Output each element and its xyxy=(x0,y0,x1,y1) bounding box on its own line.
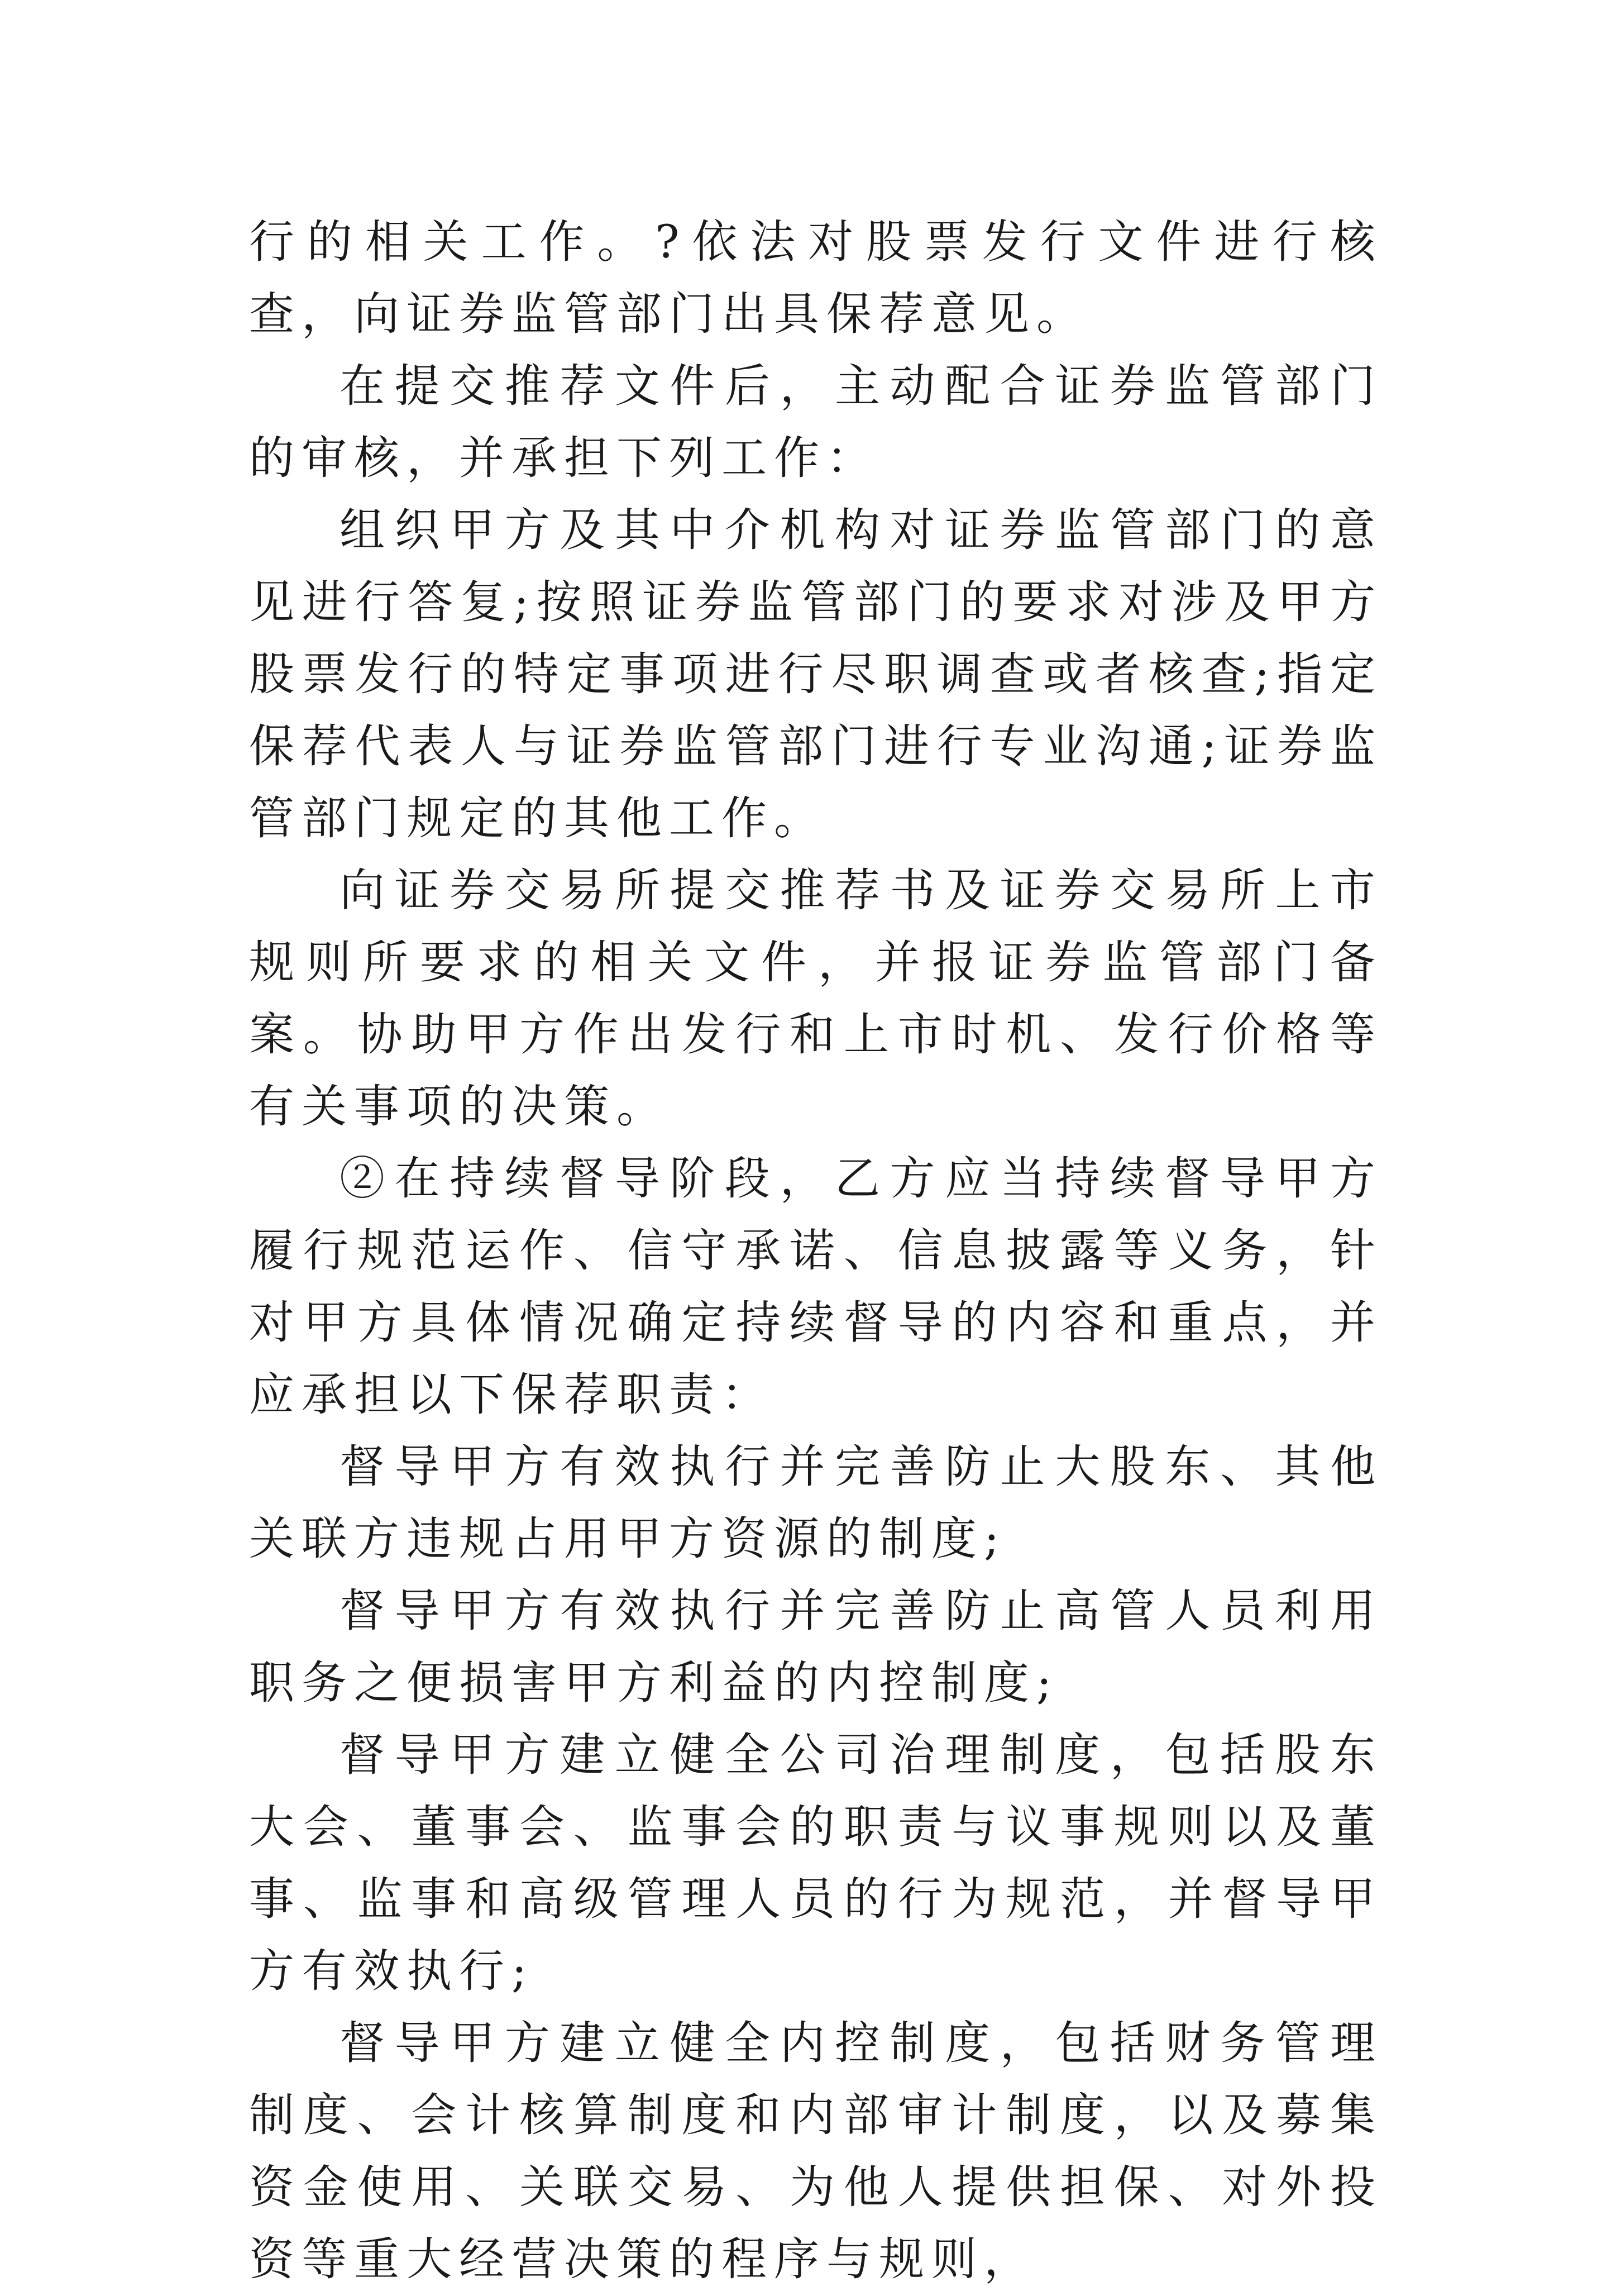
paragraph-governance: 督导甲方建立健全公司治理制度，包括股东大会、董事会、监事会的职责与议事规则以及董事、监事和高级管理人员的行为规范，并督导甲方有效执行; xyxy=(249,1729,1383,1998)
paragraph-submission-duties: 在提交推荐文件后，主动配合证券监管部门的审核，并承担下列工作： xyxy=(249,360,1383,485)
paragraph-exchange-filing: 向证券交易所提交推荐书及证券交易所上市规则所要求的相关文件，并报证券监管部门备案。协助甲方作出发行和上市时机、发行价格等有关事项的决策。 xyxy=(249,865,1383,1133)
paragraph-continuous-supervision: ②在持续督导阶段，乙方应当持续督导甲方履行规范运作、信守承诺、信息披露等义务，针对甲方具体情况确定持续督导的内容和重点，并应承担以下保荐职责： xyxy=(249,1153,1383,1421)
paragraph-review-tasks: 组织甲方及其中介机构对证券监管部门的意见进行答复;按照证券监管部门的要求对涉及甲方股票发行的特定事项进行尽职调查或者核查;指定保荐代表人与证券监管部门进行专业沟通;证券监管部门规定的其他工作。 xyxy=(249,504,1383,845)
paragraph-continuation: 行的相关工作。?依法对股票发行文件进行核查，向证券监管部门出具保荐意见。 xyxy=(249,216,1383,341)
paragraph-internal-control: 督导甲方有效执行并完善防止高管人员利用职务之便损害甲方利益的内控制度; xyxy=(249,1585,1383,1710)
document-body xyxy=(249,207,1383,2296)
paragraph-shareholder-resources: 督导甲方有效执行并完善防止大股东、其他关联方违规占用甲方资源的制度; xyxy=(249,1441,1383,1565)
paragraph-internal-control-system: 督导甲方建立健全内控制度，包括财务管理制度、会计核算制度和内部审计制度，以及募集资金使用、关联交易、为他人提供担保、对外投资等重大经营决策的程序与规则， xyxy=(249,2017,1383,2286)
